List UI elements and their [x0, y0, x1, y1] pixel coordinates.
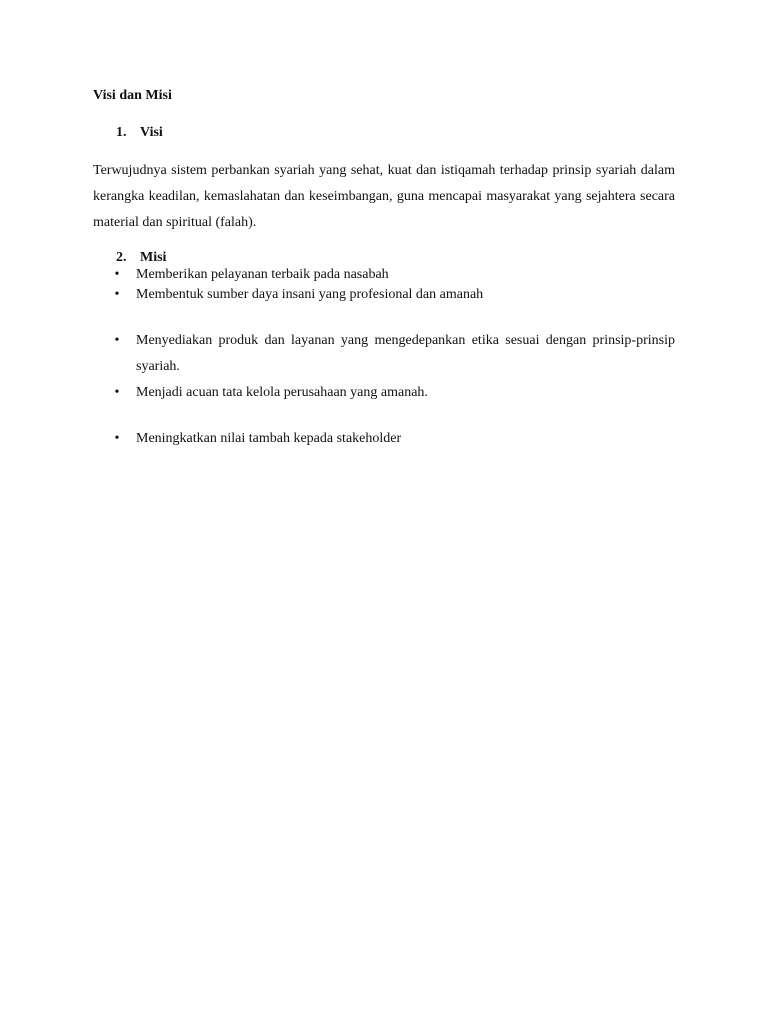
misi-item-text: Menjadi acuan tata kelola perusahaan yang amanah.: [136, 385, 428, 400]
misi-item-text: Memberikan pelayanan terbaik pada nasabah: [136, 267, 389, 282]
list-item: [112, 427, 675, 451]
misi-number: 2.: [116, 250, 127, 265]
misi-item-text: Membentuk sumber daya insani yang profesional dan amanah: [136, 287, 484, 302]
misi-heading-label: Misi: [140, 250, 167, 265]
visi-number: 1.: [116, 125, 127, 140]
list-item: [112, 328, 675, 380]
visi-paragraph: Terwujudnya sistem perbankan syariah yang sehat, kuat dan istiqamah terhadap prinsip syariah dalam kerangka keadilan, kemaslahatan dan keseimbangan, guna mencapai masyarakat yang sejahtera secara material dan spiritual (falah).: [93, 163, 675, 230]
bullet-icon: •: [114, 431, 120, 446]
visi-heading-label: Visi: [140, 125, 163, 140]
misi-item-text: Meningkatkan nilai tambah kepada stakeholder: [136, 431, 402, 446]
bullet-icon: •: [114, 333, 120, 348]
list-item: [112, 284, 675, 306]
visi-heading: [116, 125, 163, 141]
list-item: [112, 264, 675, 286]
bullet-icon: •: [114, 287, 120, 302]
document-title: Visi dan Misi: [93, 88, 172, 103]
bullet-icon: •: [114, 385, 120, 400]
bullet-icon: •: [114, 267, 120, 282]
list-item: [112, 381, 675, 405]
misi-item-text: Menyediakan produk dan layanan yang mengedepankan etika sesuai dengan prinsip-prinsip syariah.: [136, 333, 675, 374]
